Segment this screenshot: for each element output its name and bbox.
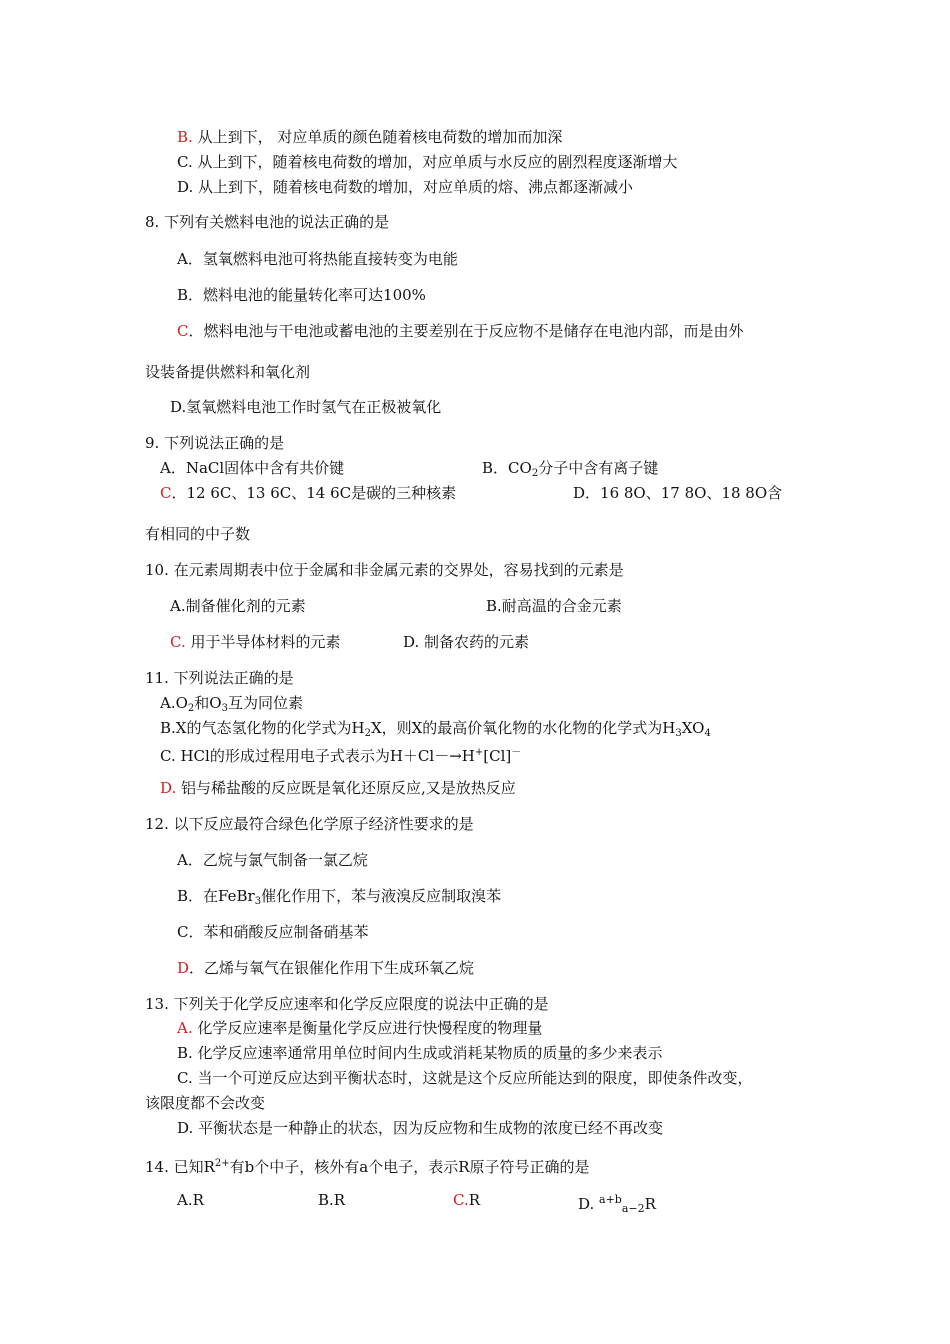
q12-option-d: D．乙烯与氧气在银催化作用下生成环氧乙烷 (177, 959, 475, 977)
q14-option-b: B.R (318, 1191, 346, 1209)
q7-option-d: D. 从上到下，随着核电荷数的增加，对应单质的熔、沸点都逐渐减小 (177, 178, 634, 196)
q14-option-d: D. $^{a+b}_{a-2}$R (578, 1193, 656, 1215)
q10-option-d: D. 制备农药的元素 (403, 633, 530, 651)
q9-option-c: C．12 6C、13 6C、14 6C是碳的三种核素 (160, 484, 457, 502)
q12-option-c: C．苯和硝酸反应制备硝基苯 (177, 923, 369, 941)
q9-option-b: B．$CO_2$分子中含有离子键 (482, 459, 659, 479)
q11-stem: 11. 下列说法正确的是 (145, 669, 294, 687)
q7-option-c: C. 从上到下，随着核电荷数的增加，对应单质与水反应的剧烈程度逐渐增大 (177, 153, 678, 171)
answer-letter: C (160, 484, 172, 502)
q13-option-c-cont: 该限度都不会改变 (145, 1094, 266, 1112)
q12-stem: 12. 以下反应最符合绿色化学原子经济性要求的是 (145, 815, 474, 833)
q11-option-d: D. 铝与稀盐酸的反应既是氧化还原反应,又是放热反应 (160, 779, 516, 797)
q13-option-d: D. 平衡状态是一种静止的状态，因为反应物和生成物的浓度已经不再改变 (177, 1119, 664, 1137)
answer-letter: A. (177, 1019, 193, 1037)
q10-option-a: A.制备催化剂的元素 (170, 597, 306, 615)
q8-option-d: D.氢氧燃料电池工作时氢气在正极被氧化 (170, 398, 442, 416)
q9-option-a: A．NaCl固体中含有共价键 (160, 459, 345, 477)
q9-option-d: D．16 8O、17 8O、18 8O含 (573, 484, 783, 502)
q8-option-a: A．氢氧燃料电池可将热能直接转变为电能 (177, 250, 458, 268)
q8-option-b: B．燃料电池的能量转化率可达100% (177, 286, 426, 304)
q13-stem: 13. 下列关于化学反应速率和化学反应限度的说法中正确的是 (145, 995, 549, 1013)
q12-option-b: B．在FeBr$_3$催化作用下，苯与液溴反应制取溴苯 (177, 887, 502, 907)
q11-option-b: B.X的气态氢化物的化学式为$H_2X$，则X的最高价氧化物的水化物的化学式为$H_3XO_4$ (160, 719, 711, 739)
q10-stem: 10. 在元素周期表中位于金属和非金属元素的交界处，容易找到的元素是 (145, 561, 624, 579)
q14-option-c: C.R (453, 1191, 481, 1209)
q8-stem: 8. 下列有关燃料电池的说法正确的是 (145, 213, 390, 231)
q10-option-c: C. 用于半导体材料的元素 (170, 633, 341, 651)
answer-letter: B. (177, 128, 193, 146)
q14-stem: 14. 已知$R^{2+}$有b个中子，核外有a个电子，表示R原子符号正确的是 (145, 1158, 590, 1176)
answer-letter: C (177, 322, 189, 340)
answer-letter: C. (453, 1191, 469, 1209)
q11-option-a: $A.O_2$和$O_3$互为同位素 (160, 694, 303, 714)
q13-option-a: A. 化学反应速率是衡量化学反应进行快慢程度的物理量 (177, 1019, 543, 1037)
q11-option-c: C. HCl的形成过程用电子式表示为H＋Cl－→H+[Cl]－ (160, 747, 522, 765)
q12-option-a: A．乙烷与氯气制备一氯乙烷 (177, 851, 368, 869)
q7-option-b: B. 从上到下， 对应单质的颜色随着核电荷数的增加而加深 (177, 128, 563, 146)
q13-option-c: C. 当一个可逆反应达到平衡状态时，这就是这个反应所能达到的限度，即使条件改变， (177, 1069, 753, 1087)
answer-letter: C. (170, 633, 186, 651)
q13-option-b: B. 化学反应速率通常用单位时间内生成或消耗某物质的质量的多少来表示 (177, 1044, 663, 1062)
q9-option-d-cont: 有相同的中子数 (145, 525, 251, 543)
q10-option-b: B.耐高温的合金元素 (486, 597, 622, 615)
answer-letter: D. (160, 779, 177, 797)
q9-stem: 9. 下列说法正确的是 (145, 434, 285, 452)
q8-option-c: C．燃料电池与干电池或蓄电池的主要差别在于反应物不是储存在电池内部，而是由外 (177, 322, 744, 340)
answer-letter: D (177, 959, 190, 977)
q14-option-a: A.R (177, 1191, 204, 1209)
q8-option-c-cont: 设装备提供燃料和氧化剂 (145, 363, 311, 381)
